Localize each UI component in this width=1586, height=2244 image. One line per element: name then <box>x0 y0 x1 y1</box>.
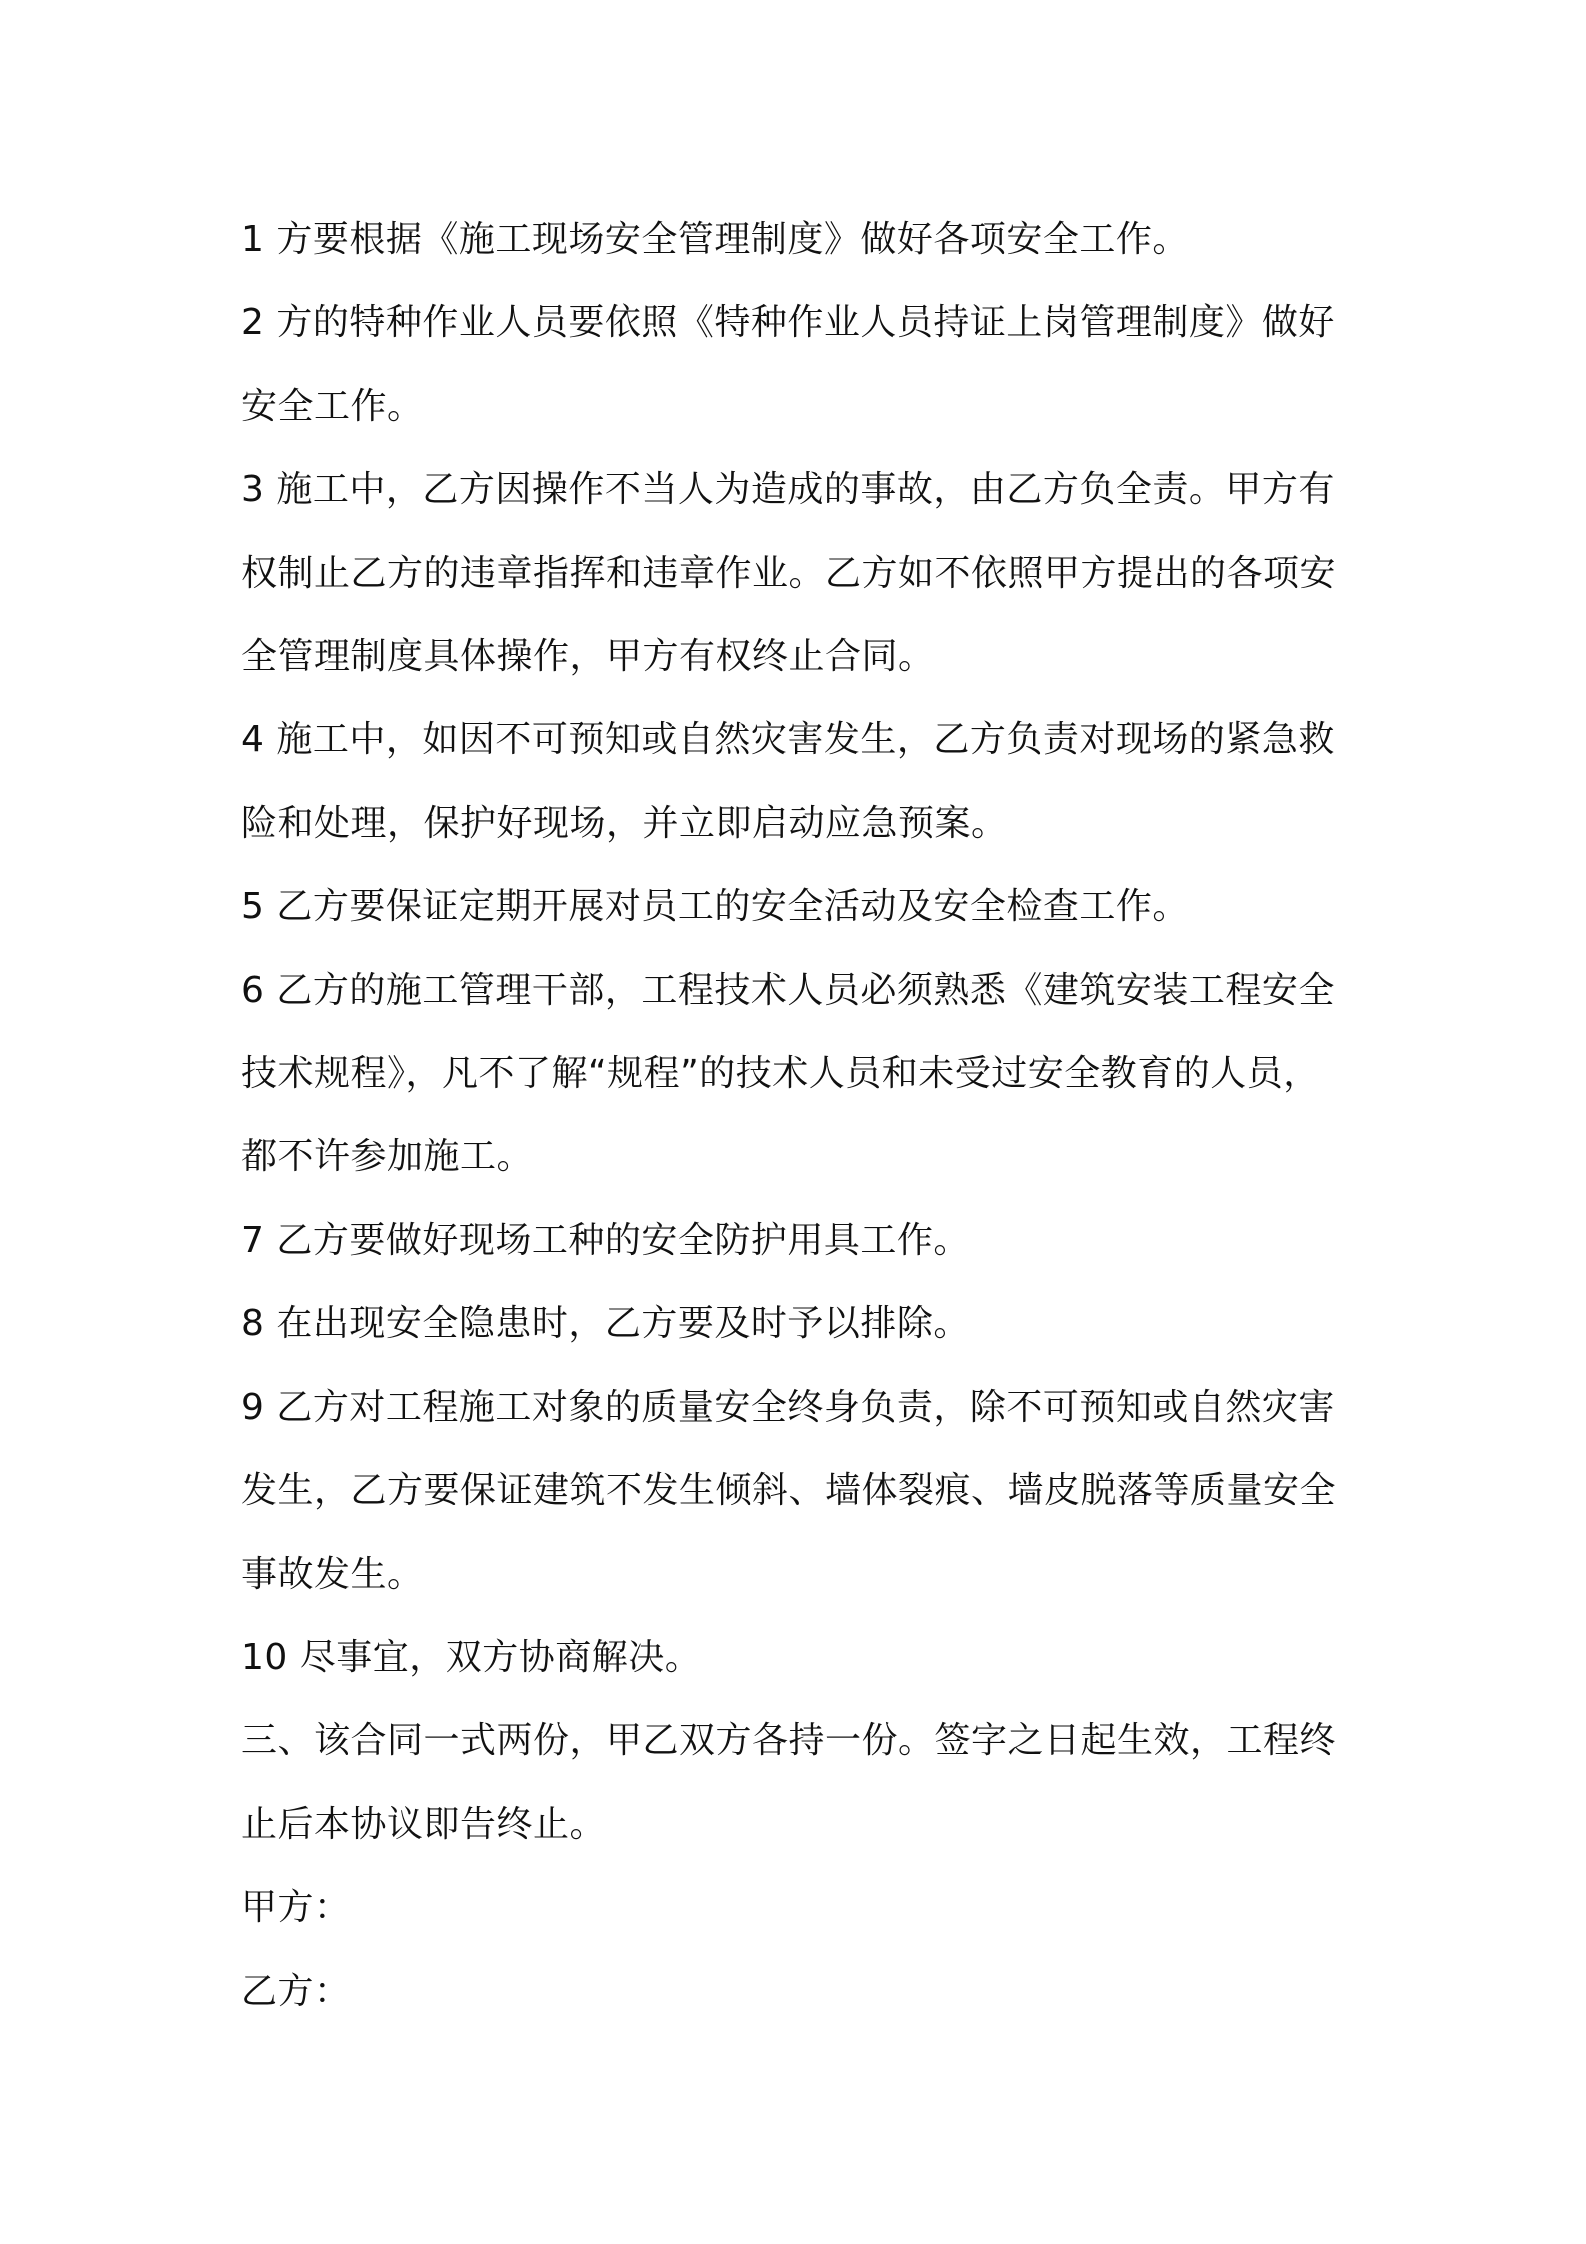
text-line: 4 施工中，如因不可预知或自然灾害发生，乙方负责对现场的紧急救 <box>241 719 1335 761</box>
text-line: 安全工作。 <box>241 385 424 427</box>
text-line: 5 乙方要保证定期开展对员工的安全活动及安全检查工作。 <box>241 886 1189 928</box>
text-line: 技术规程》，凡不了解“规程”的技术人员和未受过安全教育的人员， <box>241 1053 1320 1095</box>
party-b-signature-line: 乙方： <box>241 1970 351 2012</box>
text-line: 权制止乙方的违章指挥和违章作业。乙方如不依照甲方提出的各项安 <box>241 552 1337 594</box>
text-line: 险和处理，保护好现场，并立即启动应急预案。 <box>241 802 1008 844</box>
text-line: 止后本协议即告终止。 <box>241 1803 607 1845</box>
text-line: 三、该合同一式两份，甲乙双方各持一份。签字之日起生效，工程终 <box>241 1720 1337 1762</box>
text-line: 发生，乙方要保证建筑不发生倾斜、墙体裂痕、墙皮脱落等质量安全 <box>241 1470 1337 1512</box>
text-line: 全管理制度具体操作，甲方有权终止合同。 <box>241 636 935 678</box>
text-line: 7 乙方要做好现场工种的安全防护用具工作。 <box>241 1219 970 1261</box>
text-line: 8 在出现安全隐患时，乙方要及时予以排除。 <box>241 1303 970 1345</box>
text-line: 事故发生。 <box>241 1553 424 1595</box>
party-a-signature-line: 甲方： <box>241 1887 351 1929</box>
text-line: 都不许参加施工。 <box>241 1136 534 1178</box>
text-line: 10 尽事宜，双方协商解决。 <box>241 1636 702 1678</box>
text-line: 3 施工中，乙方因操作不当人为造成的事故，由乙方负全责。甲方有 <box>241 469 1335 511</box>
text-line: 6 乙方的施工管理干部，工程技术人员必须熟悉《建筑安装工程安全 <box>241 969 1335 1011</box>
text-line: 2 方的特种作业人员要依照《特种作业人员持证上岗管理制度》做好 <box>241 302 1335 344</box>
text-line: 1 方要根据《施工现场安全管理制度》做好各项安全工作。 <box>241 219 1189 260</box>
text-line: 9 乙方对工程施工对象的质量安全终身负责，除不可预知或自然灾害 <box>241 1386 1335 1428</box>
document-body <box>241 198 1366 2033</box>
